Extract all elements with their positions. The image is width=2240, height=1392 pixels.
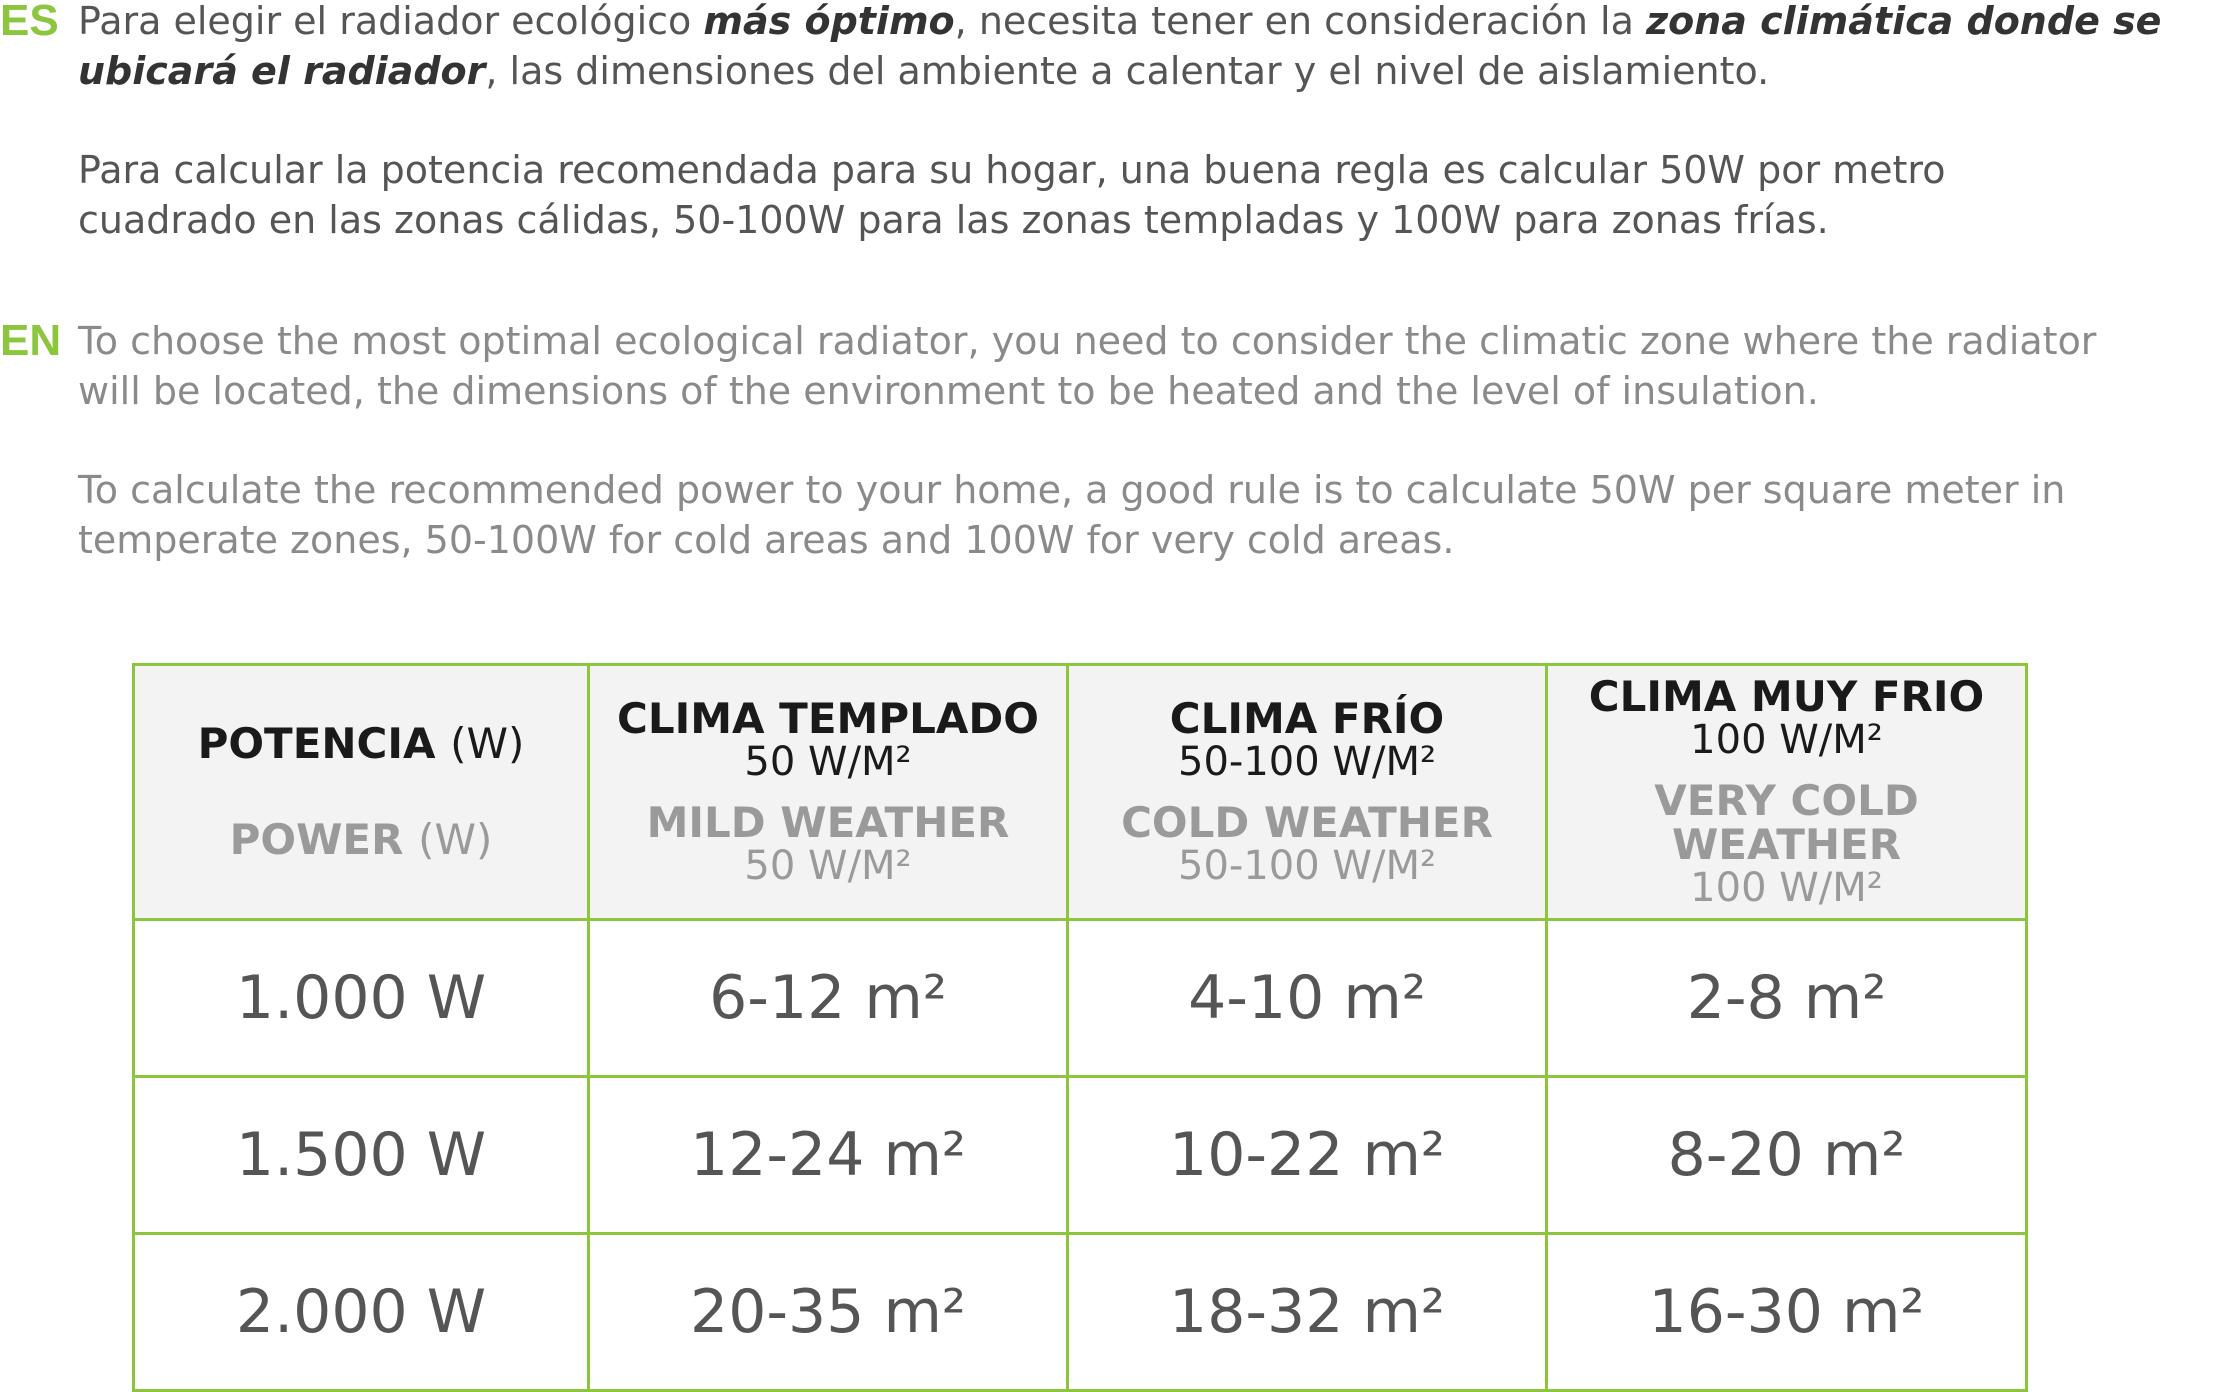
table-cell-very-cold: 2-8 m² [1547, 920, 2027, 1077]
table-row [134, 920, 2027, 1077]
es-p1-highlight-b: zona climática donde se [1645, 0, 2162, 43]
header-power [134, 665, 589, 920]
header-power-en-unit: (W) [418, 815, 493, 864]
header-cold-en: COLD WEATHER [1121, 798, 1493, 847]
header-cold [1068, 665, 1547, 920]
header-very-cold [1547, 665, 2027, 920]
header-very-cold-en: VERY COLD WEATHER [1654, 776, 1919, 869]
en-paragraph-2 [78, 465, 2240, 565]
header-mild-es-sub: 50 W/M² [744, 739, 912, 785]
table-cell-mild: 6-12 m² [589, 920, 1068, 1077]
es-p1-highlight-c: ubicará el radiador [78, 49, 486, 93]
table-cell-cold: 18-32 m² [1068, 1234, 1547, 1391]
header-mild-es: CLIMA TEMPLADO [617, 694, 1039, 743]
header-power-en-label: POWER [229, 815, 404, 864]
es-p1-text-c: , las dimensiones del ambiente a calentar y el nivel de aislamiento. [485, 49, 1770, 93]
lang-tag-en: EN [0, 316, 62, 365]
table-cell-power: 1.000 W [134, 920, 589, 1077]
es-p1-text-b: , necesita tener en consideración la [954, 0, 1646, 43]
header-power-es-unit: (W) [450, 719, 525, 768]
header-mild-en-sub: 50 W/M² [744, 843, 912, 889]
header-mild [589, 665, 1068, 920]
es-p1-text-a: Para elegir el radiador ecológico [78, 0, 704, 43]
es-p2-line-1: Para calcular la potencia recomendada para su hogar, una buena regla es calcular 50W por metro [78, 148, 1946, 192]
table-cell-very-cold: 8-20 m² [1547, 1077, 2027, 1234]
table-cell-power: 2.000 W [134, 1234, 589, 1391]
header-mild-en: MILD WEATHER [646, 798, 1010, 847]
table-cell-power: 1.500 W [134, 1077, 589, 1234]
es-p2-line-2: cuadrado en las zonas cálidas, 50-100W para las zonas templadas y 100W para zonas frías. [78, 198, 1829, 242]
header-power-es [135, 719, 587, 768]
lang-tag-es: ES [0, 0, 59, 45]
header-power-es-label: POTENCIA [197, 719, 436, 768]
header-very-cold-es-sub: 100 W/M² [1690, 717, 1883, 763]
header-very-cold-en-sub: 100 W/M² [1690, 865, 1883, 911]
en-p1-line-2: will be located, the dimensions of the environment to be heated and the level of insulation. [78, 369, 1819, 413]
header-very-cold-es: CLIMA MUY FRIO [1588, 672, 1985, 721]
table-cell-mild: 12-24 m² [589, 1077, 1068, 1234]
en-p2-line-1: To calculate the recommended power to your home, a good rule is to calculate 50W per square meter in [78, 468, 2066, 512]
header-power-en [135, 815, 587, 864]
en-p2-line-2: temperate zones, 50-100W for cold areas and 100W for very cold areas. [78, 518, 1455, 562]
table-cell-very-cold: 16-30 m² [1547, 1234, 2027, 1391]
es-p1-highlight-a: más óptimo [703, 0, 955, 43]
header-cold-es-sub: 50-100 W/M² [1178, 739, 1436, 785]
es-paragraph-2 [78, 145, 2240, 245]
en-p1-line-1: To choose the most optimal ecological radiator, you need to consider the climatic zone where the radiator [78, 319, 2097, 363]
table-cell-mild: 20-35 m² [589, 1234, 1068, 1391]
power-table [132, 663, 2028, 1392]
table-header-row [134, 665, 2027, 920]
table-cell-cold: 4-10 m² [1068, 920, 1547, 1077]
en-paragraph-1 [78, 316, 2240, 416]
table-row [134, 1077, 2027, 1234]
es-paragraph-1 [78, 0, 2240, 96]
header-cold-es: CLIMA FRÍO [1169, 694, 1445, 743]
table-row [134, 1234, 2027, 1391]
table-cell-cold: 10-22 m² [1068, 1077, 1547, 1234]
header-cold-en-sub: 50-100 W/M² [1178, 843, 1436, 889]
